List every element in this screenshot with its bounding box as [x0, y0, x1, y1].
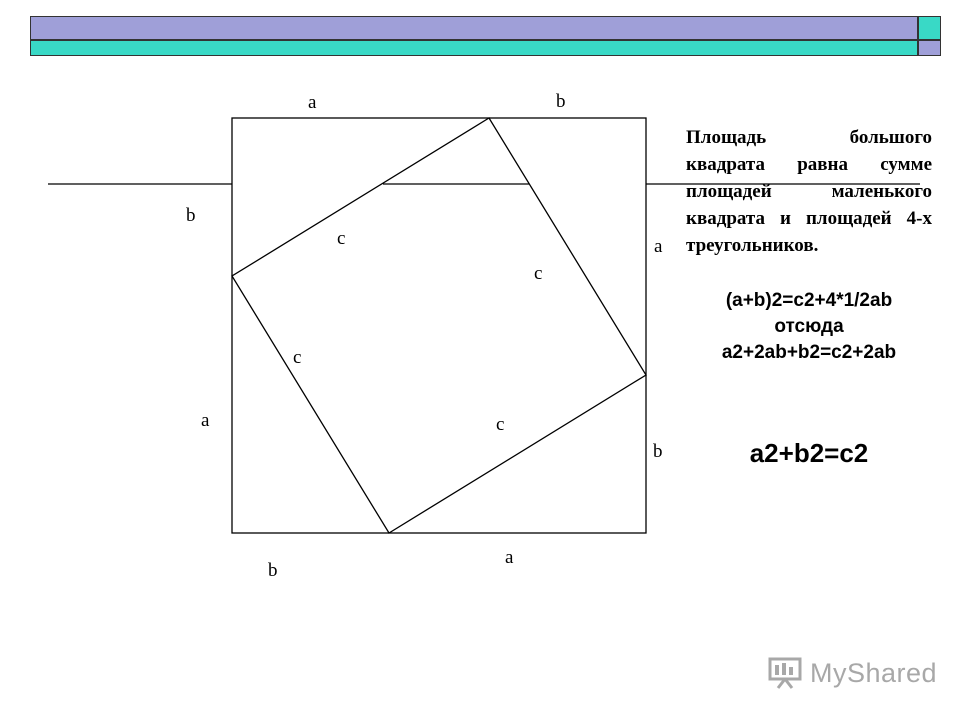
label-hypotenuse-upper-left: c: [337, 228, 346, 249]
pythagorean-theorem-result: a2+b2=c2: [749, 438, 869, 468]
label-right-a: a: [654, 236, 663, 257]
outer-square: [232, 118, 646, 533]
presentation-board-icon: [768, 657, 802, 689]
formula-area-equation: (a+b)2=c2+4*1/2ab: [725, 290, 893, 311]
label-bottom-b: b: [268, 560, 278, 581]
label-left-a: a: [201, 410, 210, 431]
formula-expanded: a2+2ab+b2=c2+2ab: [721, 342, 897, 363]
watermark-text: MyShared: [810, 657, 938, 688]
label-hypotenuse-lower-right: c: [496, 414, 505, 435]
label-top-b: b: [556, 91, 566, 112]
label-hypotenuse-upper-right: c: [534, 263, 543, 284]
label-left-b: b: [186, 205, 196, 226]
label-hypotenuse-lower-left: c: [293, 347, 302, 368]
formula-hence: отсюда: [774, 316, 844, 337]
label-right-b: b: [653, 441, 663, 462]
inner-square: [232, 118, 646, 533]
label-top-a: a: [308, 92, 317, 113]
explanation-text: Площадь большого квадрата равна сумме площадей маленького квадрата и площадей 4-х треугольников.: [686, 127, 932, 256]
watermark: [768, 656, 937, 690]
label-bottom-a: a: [505, 547, 514, 568]
